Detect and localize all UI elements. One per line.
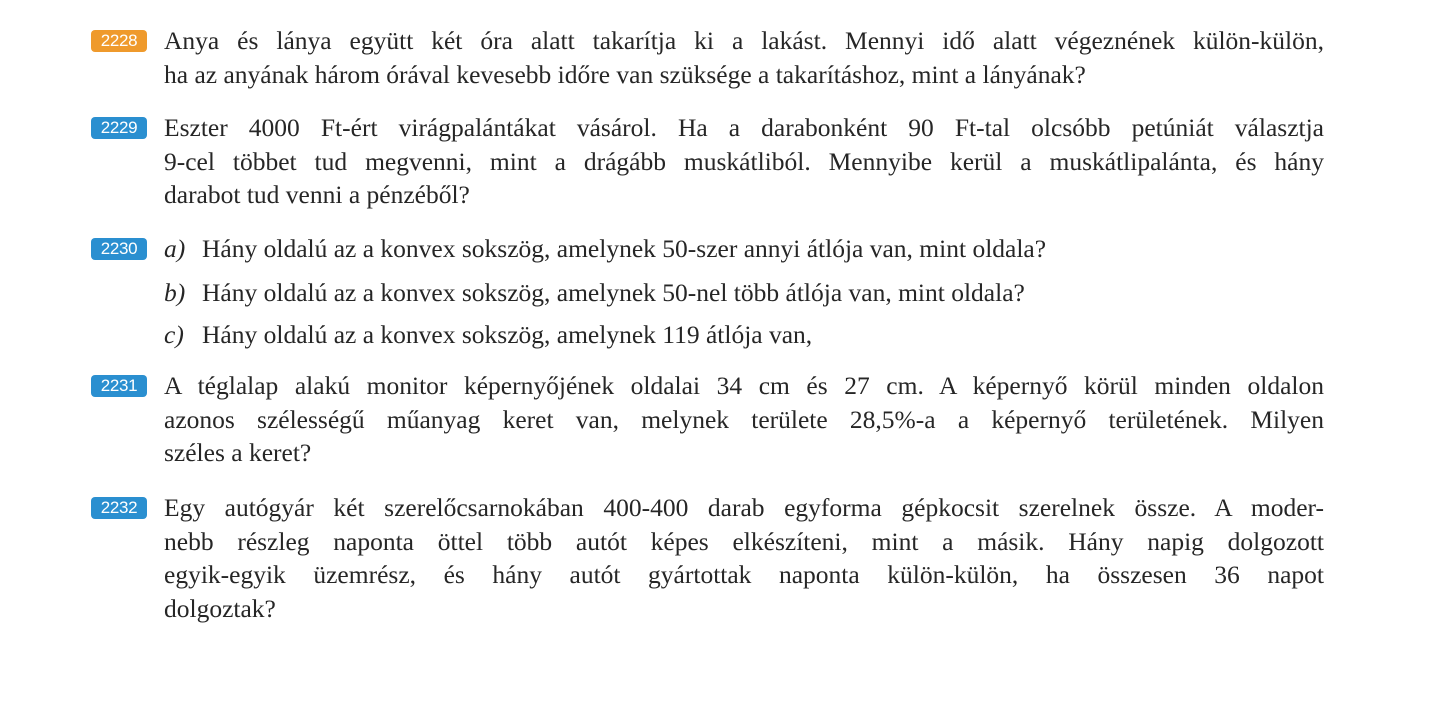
subproblem-text: Hány oldalú az a konvex sokszög, amelynek 50-nel több átlója van, mint oldala? [202, 278, 1025, 307]
problem-number-badge: 2229 [91, 117, 147, 139]
text-line: nebb részleg naponta öttel több autót képes elkészíteni, mint a másik. Hány napig dolgozott [164, 526, 1324, 556]
text-line: A téglalap alakú monitor képernyőjének oldalai 34 cm és 27 cm. A képernyő körül minden oldalon [164, 371, 1324, 400]
text-line: darabot tud venni a pénzéből? [164, 180, 470, 209]
problem-text [164, 111, 1324, 212]
problem-number-badge: 2228 [91, 30, 147, 52]
text-line: 9-cel többet tud megvenni, mint a drágább muskátliból. Mennyibe kerül a muskátlipalánta, és hány [164, 146, 1324, 176]
subproblem-letter: c) [164, 320, 184, 349]
text-line: egyik-egyik üzemrész, és hány autót gyártottak naponta külön-külön, ha összesen 36 napot [164, 560, 1324, 589]
subproblem-b [164, 276, 1025, 310]
problem-number-badge: 2230 [91, 238, 147, 260]
problem-number-badge: 2232 [91, 497, 147, 519]
problem-text [164, 491, 1324, 625]
subproblem-a [164, 232, 1046, 266]
text-line: Egy autógyár két szerelőcsarnokában 400-400 darab egyforma gépkocsit szerelnek össze. A moder- [164, 493, 1324, 522]
subproblem-letter: a) [164, 234, 186, 263]
problem-text [164, 369, 1324, 470]
text-line: dolgoztak? [164, 593, 276, 623]
problem-number-badge: 2231 [91, 375, 147, 397]
subproblem-c [164, 318, 812, 352]
text-line: széles a keret? [164, 438, 312, 467]
text-line: azonos szélességű műanyag keret van, melynek területe 28,5%-a a képernyő területének. Milyen [164, 404, 1324, 434]
subproblem-text: Hány oldalú az a konvex sokszög, amelynek 119 átlója van, [202, 320, 813, 349]
text-line: ha az anyának három órával kevesebb időre van szüksége a takarításhoz, mint a lányának? [164, 59, 1086, 89]
text-line: Eszter 4000 Ft-ért virágpalántákat vásárol. Ha a darabonként 90 Ft-tal olcsóbb petúniát választja [164, 113, 1324, 142]
text-line: Anya és lánya együtt két óra alatt takarítja ki a lakást. Mennyi idő alatt végeznének külön-külön, [164, 26, 1324, 55]
problem-text [164, 24, 1324, 91]
subproblem-letter: b) [164, 278, 186, 307]
subproblem-text: Hány oldalú az a konvex sokszög, amelynek 50-szer annyi átlója van, mint oldala? [202, 234, 1047, 263]
